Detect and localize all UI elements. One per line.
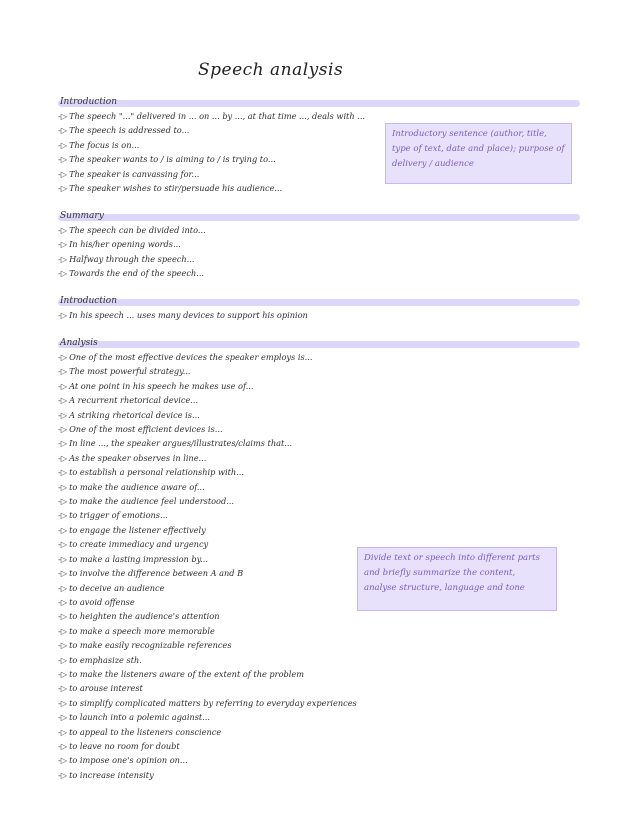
list-item: -▷ to leave no room for doubt bbox=[58, 740, 180, 751]
list-item: -▷ to make the listeners aware of the extent of the problem bbox=[58, 668, 304, 679]
arrow-icon: -▷ bbox=[58, 409, 68, 420]
list-item: -▷ to engage the listener effectively bbox=[58, 524, 206, 535]
list-item: -▷ to emphasize sth. bbox=[58, 654, 142, 665]
list-item: -▷ to appeal to the listeners conscience bbox=[58, 726, 222, 737]
list-item: -▷ to launch into a polemic against... bbox=[58, 712, 211, 723]
arrow-icon: -▷ bbox=[58, 467, 68, 478]
arrow-icon: -▷ bbox=[58, 352, 68, 362]
list-item: -▷ to avoid offense bbox=[58, 596, 135, 607]
arrow-icon: -▷ bbox=[58, 611, 68, 622]
arrow-icon: -▷ bbox=[58, 654, 68, 665]
arrow-icon: -▷ bbox=[58, 168, 68, 179]
list-item: -▷ One of the most efficient devices is... bbox=[58, 424, 223, 435]
list-item: -▷ The speaker wishes to stir/persuade his audience... bbox=[58, 183, 283, 194]
arrow-icon: -▷ bbox=[58, 139, 68, 150]
arrow-icon: -▷ bbox=[58, 726, 68, 737]
arrow-icon: -▷ bbox=[58, 582, 68, 593]
section-introduction-2 bbox=[58, 296, 580, 322]
list-item: -▷ Towards the end of the speech... bbox=[58, 268, 205, 279]
item-list bbox=[58, 308, 580, 322]
list-item: -▷ The speech can be divided into... bbox=[58, 225, 206, 235]
list-item: -▷ to increase intensity bbox=[58, 769, 154, 780]
arrow-icon: -▷ bbox=[58, 424, 68, 435]
arrow-icon: -▷ bbox=[58, 769, 68, 780]
section-heading bbox=[58, 338, 580, 350]
section-heading bbox=[58, 97, 580, 109]
list-item: -▷ to make a lasting impression by... bbox=[58, 553, 208, 564]
list-item: -▷ The speaker is canvassing for... bbox=[58, 168, 200, 179]
list-item: -▷ to establish a personal relationship with... bbox=[58, 467, 244, 478]
heading-highlight-bar bbox=[58, 299, 580, 306]
arrow-icon: -▷ bbox=[58, 380, 68, 391]
arrow-icon: -▷ bbox=[58, 640, 68, 651]
arrow-icon: -▷ bbox=[58, 125, 68, 136]
arrow-icon: -▷ bbox=[58, 668, 68, 679]
arrow-icon: -▷ bbox=[58, 697, 68, 708]
list-item: -▷ to create immediacy and urgency bbox=[58, 539, 209, 550]
arrow-icon: -▷ bbox=[58, 740, 68, 751]
section-heading bbox=[58, 296, 580, 308]
arrow-icon: -▷ bbox=[58, 683, 68, 694]
list-item: -▷ A striking rhetorical device is... bbox=[58, 409, 200, 420]
list-item: -▷ The speech "..." delivered in ... on ... by ..., at that time ..., deals with ... bbox=[58, 111, 366, 121]
arrow-icon: -▷ bbox=[58, 253, 68, 264]
arrow-icon: -▷ bbox=[58, 539, 68, 550]
heading-highlight-bar bbox=[58, 100, 580, 107]
arrow-icon: -▷ bbox=[58, 755, 68, 766]
arrow-icon: -▷ bbox=[58, 154, 68, 165]
page-title: Speech analysis bbox=[198, 60, 344, 80]
arrow-icon: -▷ bbox=[58, 510, 68, 521]
list-item: -▷ The focus is on... bbox=[58, 139, 140, 150]
item-list bbox=[58, 223, 580, 281]
list-item: -▷ to trigger of emotions... bbox=[58, 510, 168, 521]
list-item: -▷ In his speech ... uses many devices to support his opinion bbox=[58, 310, 308, 320]
list-item: -▷ In line ..., the speaker argues/illustrates/claims that... bbox=[58, 438, 293, 449]
list-item: -▷ to make easily recognizable references bbox=[58, 640, 232, 651]
list-item: -▷ to impose one's opinion on... bbox=[58, 755, 188, 766]
arrow-icon: -▷ bbox=[58, 625, 68, 636]
list-item: -▷ As the speaker observes in line... bbox=[58, 452, 207, 463]
heading-label: Summary bbox=[60, 211, 104, 221]
arrow-icon: -▷ bbox=[58, 268, 68, 279]
list-item: -▷ to deceive an audience bbox=[58, 582, 165, 593]
section-summary bbox=[58, 211, 580, 281]
arrow-icon: -▷ bbox=[58, 712, 68, 723]
list-item: -▷ The most powerful strategy... bbox=[58, 366, 191, 377]
arrow-icon: -▷ bbox=[58, 366, 68, 377]
arrow-icon: -▷ bbox=[58, 239, 68, 250]
list-item: -▷ to arouse interest bbox=[58, 683, 143, 694]
analysis-side-note: Divide text or speech into different parts and briefly summarize the content, analyse structure, language and tone bbox=[357, 547, 557, 611]
arrow-icon: -▷ bbox=[58, 225, 68, 235]
intro-side-note: Introductory sentence (author, title, type of text, date and place); purpose of delivery / audience bbox=[385, 123, 572, 184]
list-item: -▷ One of the most effective devices the speaker employs is... bbox=[58, 352, 313, 362]
list-item: -▷ A recurrent rhetorical device... bbox=[58, 395, 199, 406]
section-heading bbox=[58, 211, 580, 223]
list-item: -▷ to heighten the audience's attention bbox=[58, 611, 220, 622]
list-item: -▷ At one point in his speech he makes use of... bbox=[58, 380, 254, 391]
list-item: -▷ to simplify complicated matters by referring to everyday experiences bbox=[58, 697, 357, 708]
list-item: -▷ to make the audience feel understood... bbox=[58, 496, 235, 507]
arrow-icon: -▷ bbox=[58, 183, 68, 194]
heading-highlight-bar bbox=[58, 341, 580, 348]
arrow-icon: -▷ bbox=[58, 452, 68, 463]
list-item: -▷ In his/her opening words... bbox=[58, 239, 181, 250]
list-item: -▷ to involve the difference between A and B bbox=[58, 568, 244, 579]
list-item: -▷ Halfway through the speech... bbox=[58, 253, 195, 264]
list-item: -▷ The speech is addressed to... bbox=[58, 125, 190, 136]
heading-label: Introduction bbox=[60, 296, 117, 306]
heading-highlight-bar bbox=[58, 214, 580, 221]
arrow-icon: -▷ bbox=[58, 568, 68, 579]
arrow-icon: -▷ bbox=[58, 395, 68, 406]
arrow-icon: -▷ bbox=[58, 553, 68, 564]
arrow-icon: -▷ bbox=[58, 496, 68, 507]
arrow-icon: -▷ bbox=[58, 524, 68, 535]
arrow-icon: -▷ bbox=[58, 596, 68, 607]
heading-label: Analysis bbox=[60, 338, 98, 348]
list-item: -▷ to make the audience aware of... bbox=[58, 481, 205, 492]
arrow-icon: -▷ bbox=[58, 111, 68, 121]
arrow-icon: -▷ bbox=[58, 438, 68, 449]
heading-label: Introduction bbox=[60, 97, 117, 107]
arrow-icon: -▷ bbox=[58, 481, 68, 492]
list-item: -▷ to make a speech more memorable bbox=[58, 625, 215, 636]
list-item: -▷ The speaker wants to / is aiming to / is trying to... bbox=[58, 154, 276, 165]
arrow-icon: -▷ bbox=[58, 310, 68, 320]
